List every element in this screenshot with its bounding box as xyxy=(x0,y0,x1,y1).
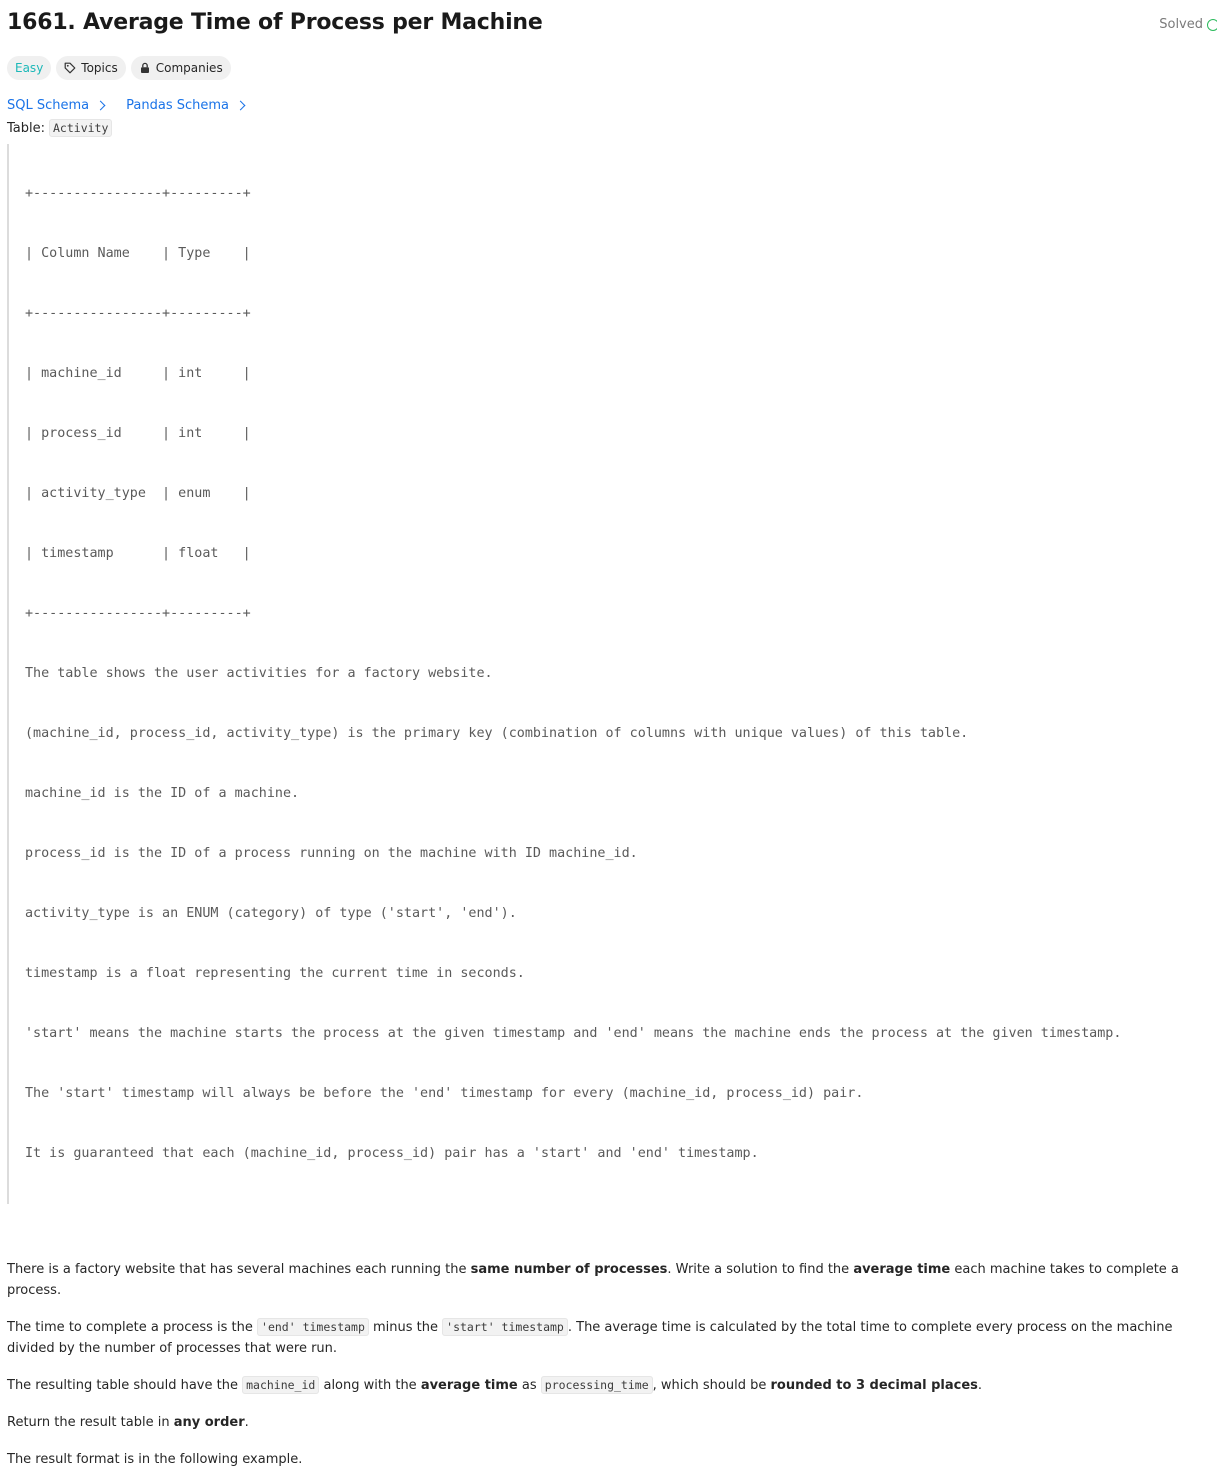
bold-text: average time xyxy=(853,1262,951,1277)
code-line: +----------------+---------+ xyxy=(25,186,251,201)
bold-text: rounded to 3 decimal places xyxy=(770,1378,978,1393)
text-span: The result format is in the following example. xyxy=(7,1452,303,1467)
bold-text: same number of processes xyxy=(470,1262,668,1277)
text-span: . xyxy=(977,1378,983,1393)
pandas-schema-link[interactable] xyxy=(126,96,244,114)
table-name-line xyxy=(7,118,1217,138)
code-line: It is guaranteed that each (machine_id, process_id) pair has a 'start' and 'end' timestamp. xyxy=(25,1146,759,1161)
problem-title: 1661. Average Time of Process per Machine xyxy=(7,10,543,35)
sql-schema-link[interactable] xyxy=(7,96,104,114)
text-span: The resulting table should have the xyxy=(7,1378,243,1393)
schema-code-block xyxy=(7,144,1205,1204)
code-line: activity_type is an ENUM (category) of type ('start', 'end'). xyxy=(25,906,517,921)
text-span: Return the result table in xyxy=(7,1415,174,1430)
inline-code: machine_id xyxy=(242,1376,319,1394)
description-paragraph xyxy=(7,1449,1212,1470)
code-line: | Column Name | Type | xyxy=(25,246,251,261)
solved-label: Solved xyxy=(1159,17,1203,32)
inline-code: 'start' timestamp xyxy=(442,1318,568,1336)
tag-row xyxy=(7,56,1217,80)
text-span: . xyxy=(244,1415,249,1430)
lock-icon xyxy=(139,62,151,74)
code-line: The table shows the user activities for a factory website. xyxy=(25,666,493,681)
pandas-schema-label: Pandas Schema xyxy=(126,97,229,113)
inline-code: processing_time xyxy=(541,1376,653,1394)
code-line: +----------------+---------+ xyxy=(25,306,251,321)
code-line: 'start' means the machine starts the process at the given timestamp and 'end' means the machine ends the process at the given timestamp. xyxy=(25,1026,1122,1041)
text-span: , which should be xyxy=(652,1378,771,1393)
text-span: There is a factory website that has several machines each running the xyxy=(7,1262,471,1277)
description-paragraph xyxy=(7,1375,1212,1396)
text-span: . Write a solution to find the xyxy=(667,1262,854,1277)
topics-tag[interactable] xyxy=(56,56,125,80)
bold-text: average time xyxy=(420,1378,518,1393)
sql-schema-label: SQL Schema xyxy=(7,97,90,113)
chevron-right-icon xyxy=(236,100,246,110)
companies-label: Companies xyxy=(155,61,223,75)
companies-tag[interactable] xyxy=(131,56,231,80)
code-line: The 'start' timestamp will always be before the 'end' timestamp for every (machine_id, process_id) pair. xyxy=(25,1086,864,1101)
table-label: Table: xyxy=(7,120,45,136)
bold-text: any order xyxy=(173,1415,245,1430)
inline-code: 'end' timestamp xyxy=(257,1318,369,1336)
schema-links xyxy=(7,96,1217,114)
description-paragraph xyxy=(7,1317,1212,1359)
text-span: each machine takes to complete a process. xyxy=(7,1262,1179,1298)
title-row xyxy=(7,0,1217,52)
code-line: +----------------+---------+ xyxy=(25,606,251,621)
code-line: | timestamp | float | xyxy=(25,546,251,561)
topics-label: Topics xyxy=(81,61,118,75)
code-line: timestamp is a float representing the current time in seconds. xyxy=(25,966,525,981)
text-span: as xyxy=(517,1378,541,1393)
chevron-right-icon xyxy=(96,100,106,110)
code-line: (machine_id, process_id, activity_type) is the primary key (combination of columns with unique values) of this table. xyxy=(25,726,969,741)
problem-page xyxy=(7,0,1217,1470)
tag-icon xyxy=(64,62,76,74)
text-span: minus the xyxy=(368,1320,443,1335)
description-paragraph xyxy=(7,1259,1212,1301)
solved-status xyxy=(1159,17,1217,32)
code-line: | process_id | int | xyxy=(25,426,251,441)
code-line: machine_id is the ID of a machine. xyxy=(25,786,300,801)
difficulty-badge: Easy xyxy=(7,56,51,80)
code-line: process_id is the ID of a process running on the machine with ID machine_id. xyxy=(25,846,638,861)
code-line: | machine_id | int | xyxy=(25,366,251,381)
check-circle-icon xyxy=(1207,19,1217,31)
text-span: along with the xyxy=(319,1378,421,1393)
table-name-code: Activity xyxy=(49,119,112,137)
text-span: The time to complete a process is the xyxy=(7,1320,258,1335)
text-span: . The average time is calculated by the total time to complete every process on the machine divided by the number of processes that were run. xyxy=(7,1320,1173,1356)
description-paragraph xyxy=(7,1412,1212,1433)
code-line: | activity_type | enum | xyxy=(25,486,251,501)
